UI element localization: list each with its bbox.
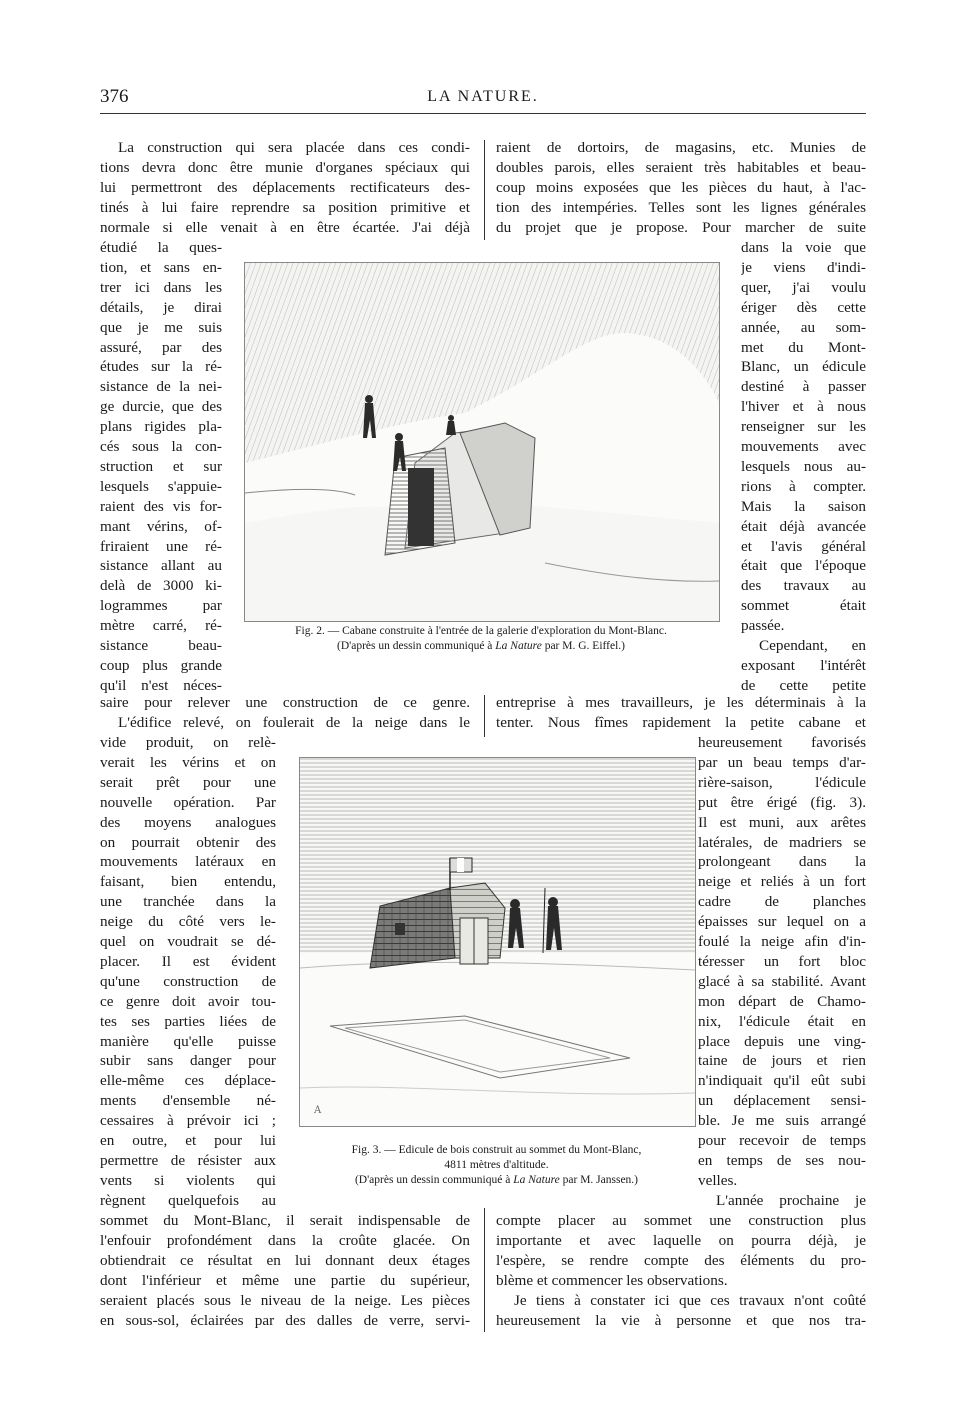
text-line-wrap2-left-21: en outre, et pour lui	[100, 1132, 276, 1149]
column-separator-bottom	[484, 1208, 485, 1332]
text-line-wrap1-right-8: destiné à passer	[741, 378, 866, 396]
column-separator-middle	[484, 695, 485, 737]
text-line-right-top-5: du projet que je propose. Pour marcher de suite	[496, 218, 866, 236]
text-line-wrap2-right-24: L'année prochaine je	[716, 1191, 866, 1209]
text-line-wrap1-left-14: raient des vis for-	[100, 497, 222, 515]
text-line-wrap1-left-21: sistance beau-	[100, 637, 222, 654]
text-line-wrap1-left-16: friraient une ré-	[100, 537, 222, 555]
text-line-wrap2-left-8: faisant, bien entendu,	[100, 873, 276, 891]
text-line-wrap2-left-12: placer. Il est évident	[100, 952, 276, 970]
text-line-wrap1-right-3: quer, j'ai voulu	[741, 278, 866, 296]
column-separator-top	[484, 140, 485, 240]
running-title: LA NATURE.	[427, 88, 539, 105]
text-line-wrap1-right-9: l'hiver et à nous	[741, 398, 866, 416]
text-line-wrap1-right-18: des travaux au	[741, 577, 866, 595]
text-line-wrap2-left-16: manière qu'elle puisse	[100, 1032, 276, 1050]
text-line-bottom-right-2: importante et avec laquelle on pourra déjà, je	[496, 1231, 866, 1249]
text-line-wrap2-left-14: ce genre doit avoir tou-	[100, 992, 276, 1010]
text-line-wrap2-right-20: ble. Je me suis arrangé	[698, 1112, 866, 1130]
text-line-mid-right-2: tenter. Nous fîmes rapidement la petite cabane et	[496, 713, 866, 731]
text-line-wrap1-right-22: exposant l'intérêt	[741, 656, 866, 674]
text-line-wrap1-left-11: cés sous la con-	[100, 438, 222, 455]
text-line-wrap1-left-1: étudié la ques-	[100, 239, 222, 256]
text-line-wrap1-left-3: trer ici dans les	[100, 278, 222, 296]
text-line-wrap2-left-22: permettre de résister aux	[100, 1151, 276, 1169]
text-line-wrap1-left-22: coup plus grande	[100, 656, 222, 674]
text-line-wrap1-left-23: qu'il n'est néces-	[100, 676, 222, 694]
text-line-wrap2-left-23: vents si violents qui	[100, 1171, 276, 1189]
text-line-wrap2-right-14: mon départ de Chamo-	[698, 992, 866, 1010]
text-line-wrap2-left-20: cessaires à prévoir ici ;	[100, 1112, 276, 1130]
text-line-wrap1-left-19: logrammes par	[100, 597, 222, 615]
text-line-wrap1-left-5: que je me suis	[100, 318, 222, 336]
text-line-wrap1-left-6: assuré, par des	[100, 338, 222, 356]
page-number: 376	[100, 86, 129, 107]
text-line-wrap1-right-23: de cette petite	[741, 676, 866, 694]
figure-3-caption-line2: 4811 mètres d'altitude.	[444, 1159, 549, 1171]
text-line-right-top-2: doubles parois, elles seraient très habitables et beau-	[496, 158, 866, 176]
text-line-wrap1-right-12: lesquels nous au-	[741, 457, 866, 475]
text-line-wrap2-left-19: ments d'ensemble né-	[100, 1092, 276, 1110]
text-line-wrap1-left-15: mant vérins, of-	[100, 517, 222, 535]
text-line-bottom-right-1: compte placer au sommet une construction plus	[496, 1212, 866, 1229]
text-line-wrap2-right-18: n'indiquait qu'il eût subi	[698, 1072, 866, 1090]
text-line-wrap2-left-11: quel on voudrait se dé-	[100, 933, 276, 950]
text-line-wrap1-right-1: dans la voie que	[741, 239, 866, 256]
text-line-wrap2-right-15: nix, l'édicule était en	[698, 1012, 866, 1030]
text-line-wrap2-left-13: qu'une construction de	[100, 972, 276, 990]
text-line-wrap2-right-9: cadre de planches	[698, 893, 866, 911]
text-line-wrap1-right-7: Blanc, un édicule	[741, 358, 866, 376]
figure-2-illustration	[244, 262, 720, 622]
text-line-left-top-2: tions devra donc être munie d'organes spéciaux qui	[100, 158, 470, 176]
text-line-wrap2-left-5: des moyens analogues	[100, 813, 276, 831]
text-line-wrap1-left-20: mètre carré, ré-	[100, 617, 222, 635]
text-line-wrap2-left-6: on pourrait obtenir des	[100, 833, 276, 851]
text-line-mid-right-1: entreprise à mes travailleurs, je les déterminais à la	[496, 694, 866, 711]
text-line-wrap2-right-22: en temps de ses nou-	[698, 1151, 866, 1169]
text-line-bottom-left-1: sommet du Mont-Blanc, il serait indispensable de	[100, 1212, 470, 1229]
text-line-bottom-left-4: dont l'inférieur et même une partie du supérieur,	[100, 1271, 470, 1289]
header-rule	[100, 113, 866, 114]
figure-2-caption-line1: Fig. 2. — Cabane construite à l'entrée de la galerie d'exploration du Mont-Blanc.	[295, 625, 667, 637]
text-line-bottom-left-5: seraient placés sous le niveau de la neige. Les pièces	[100, 1291, 470, 1309]
text-line-wrap1-right-10: renseigner sur les	[741, 418, 866, 436]
text-line-right-top-3: coup moins exposées que les pièces du haut, à l'ac-	[496, 178, 866, 196]
text-line-wrap2-right-3: rière-saison, l'édicule	[698, 773, 866, 791]
text-line-wrap2-left-15: tes ses parties liées de	[100, 1012, 276, 1030]
text-line-wrap2-right-8: neige et reliés à un fort	[698, 873, 866, 891]
text-line-bottom-right-5: Je tiens à constater ici que ces travaux n'ont coûté	[514, 1291, 866, 1309]
text-line-wrap1-left-10: plans rigides pla-	[100, 418, 222, 436]
text-line-wrap2-right-16: place depuis une ving-	[698, 1032, 866, 1050]
figure-3-caption	[299, 1143, 694, 1188]
text-line-wrap2-left-18: elle-même ces déplace-	[100, 1072, 276, 1090]
text-line-wrap2-left-24: règnent quelquefois au	[100, 1191, 276, 1209]
text-line-wrap2-left-1: vide produit, on relè-	[100, 734, 276, 751]
text-line-wrap1-right-2: je viens d'indi-	[741, 258, 866, 276]
text-line-bottom-right-4: blème et commencer les observations.	[496, 1271, 728, 1289]
text-line-bottom-right-3: l'espère, se rendre compte des éléments du pro-	[496, 1251, 866, 1269]
text-line-wrap1-left-18: delà de 3000 ki-	[100, 577, 222, 595]
text-line-bottom-left-3: obtiendrait ce résultat en lui donnant deux étages	[100, 1251, 470, 1269]
text-line-wrap1-right-15: était déjà avancée	[741, 517, 866, 535]
figure-2-caption-line2: (D'après un dessin communiqué à La Nature par M. G. Eiffel.)	[337, 640, 625, 652]
text-line-bottom-right-6: heureusement la vie à personne et que nos tra-	[496, 1311, 866, 1329]
text-line-wrap2-right-7: prolongeant dans la	[698, 853, 866, 871]
text-line-wrap2-right-10: épaisses sur lequel on a	[698, 913, 866, 931]
text-line-wrap2-right-21: pour recevoir de temps	[698, 1132, 866, 1149]
svg-text:A: A	[314, 1105, 322, 1116]
text-line-wrap2-right-13: glacé à sa stabilité. Avant	[698, 972, 866, 990]
text-line-wrap2-left-9: une tranchée dans la	[100, 893, 276, 911]
text-line-wrap2-left-17: subir sans danger pour	[100, 1052, 276, 1070]
text-line-wrap2-right-1: heureusement favorisés	[698, 734, 866, 751]
text-line-wrap1-left-4: détails, je dirai	[100, 298, 222, 316]
text-line-wrap2-right-17: taine de jours et rien	[698, 1052, 866, 1070]
text-line-wrap1-left-8: sistance de la nei-	[100, 378, 222, 396]
text-line-left-top-4: tinés à lui faire reprendre sa position primitive et	[100, 198, 470, 216]
text-line-wrap1-right-5: année, au som-	[741, 318, 866, 336]
figure-2-caption	[244, 624, 718, 654]
text-line-wrap2-right-12: téresser un fort bloc	[698, 952, 866, 970]
text-line-wrap1-right-13: rions à compter.	[741, 477, 866, 495]
text-line-wrap1-right-6: met du Mont-	[741, 338, 866, 356]
text-line-wrap1-right-11: mouvements avec	[741, 438, 866, 455]
text-line-wrap2-left-10: neige du côté vers le-	[100, 913, 276, 931]
text-line-wrap1-left-2: tion, et sans en-	[100, 258, 222, 276]
page-header	[100, 86, 866, 112]
text-line-wrap2-left-4: nouvelle opération. Par	[100, 793, 276, 811]
figure-3-illustration	[299, 757, 696, 1127]
figure-3-caption-line1: Fig. 3. — Edicule de bois construit au sommet du Mont-Blanc,	[351, 1144, 642, 1156]
text-line-bottom-left-6: en sous-sol, éclairées par des dalles de verre, servi-	[100, 1311, 470, 1329]
text-line-wrap2-right-5: Il est muni, aux arêtes	[698, 813, 866, 831]
text-line-wrap2-right-2: par un beau temps d'ar-	[698, 753, 866, 771]
text-line-left-top-1: La construction qui sera placée dans ces condi-	[118, 139, 470, 156]
text-line-wrap2-right-4: put être érigé (fig. 3).	[698, 793, 866, 811]
text-line-wrap1-right-17: était que l'époque	[741, 557, 866, 575]
text-line-wrap1-left-7: études sur la ré-	[100, 358, 222, 376]
text-line-wrap2-left-2: verait les vérins et on	[100, 753, 276, 771]
text-line-left-top-3: lui permettront des déplacements rectificateurs des-	[100, 178, 470, 196]
text-line-wrap1-right-21: Cependant, en	[759, 637, 866, 654]
figure-3-caption-line3: (D'après un dessin communiqué à La Nature par M. Janssen.)	[354, 1174, 639, 1186]
text-line-wrap2-right-23: velles.	[698, 1171, 738, 1189]
text-line-wrap2-left-3: serait prêt pour une	[100, 773, 276, 791]
text-line-right-top-1: raient de dortoirs, de magasins, etc. Munies de	[496, 139, 866, 156]
text-line-wrap1-right-19: sommet était	[741, 597, 866, 615]
text-line-wrap2-right-6: latérales, de madriers se	[698, 833, 866, 851]
text-line-wrap2-left-7: mouvements latéraux en	[100, 853, 276, 871]
text-line-wrap2-right-19: un déplacement sensi-	[698, 1092, 866, 1110]
text-line-wrap1-right-14: Mais la saison	[741, 497, 866, 515]
text-line-mid-left-1: saire pour relever une construction de ce genre.	[100, 694, 470, 711]
text-line-mid-left-2: L'édifice relevé, on foulerait de la neige dans le	[118, 713, 470, 731]
text-line-left-top-5: normale si elle venait à en être écartée. J'ai déjà	[100, 218, 470, 236]
text-line-right-top-4: tion des intempéries. Telles sont les lignes générales	[496, 198, 866, 216]
text-line-wrap2-right-11: foulé la neige afin d'in-	[698, 933, 866, 950]
text-line-wrap1-right-20: passée.	[741, 617, 785, 635]
text-line-wrap1-right-16: et l'avis général	[741, 537, 866, 555]
text-line-wrap1-left-13: lesquels s'appuie-	[100, 477, 222, 495]
text-line-wrap1-left-17: sistance allant au	[100, 557, 222, 575]
text-line-wrap1-left-12: struction et sur	[100, 457, 222, 475]
text-line-bottom-left-2: l'enfouir profondément dans la croûte glacée. On	[100, 1231, 470, 1249]
text-line-wrap1-right-4: ériger dès cette	[741, 298, 866, 316]
text-line-wrap1-left-9: ge durcie, que des	[100, 398, 222, 416]
